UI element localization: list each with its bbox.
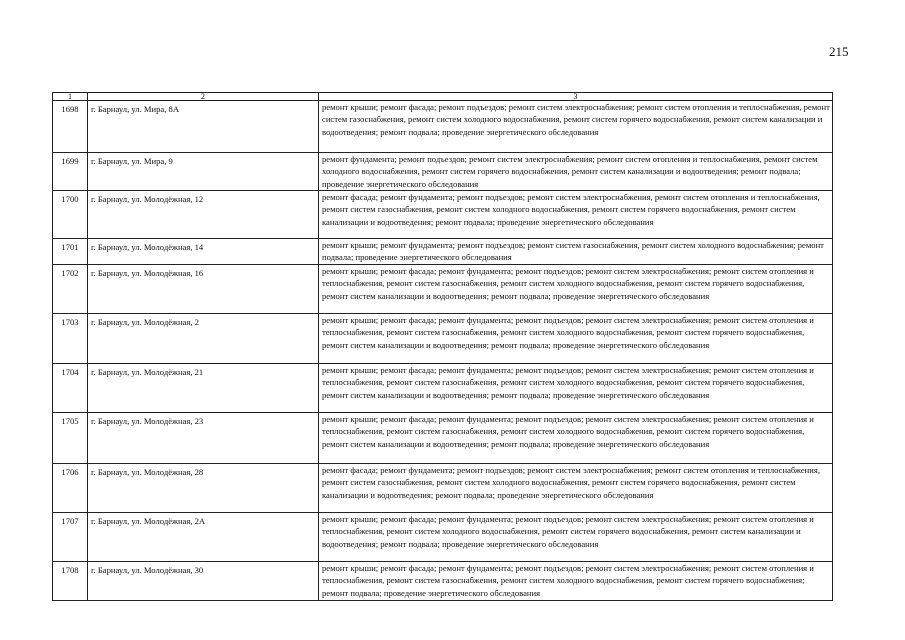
row-address: г. Барнаул, ул. Мира, 9 — [88, 153, 319, 191]
row-address: г. Барнаул, ул. Молодёжная, 2А — [88, 513, 319, 562]
row-address: г. Барнаул, ул. Молодёжная, 2 — [88, 314, 319, 364]
table-row — [53, 413, 833, 464]
row-works: ремонт крыши; ремонт фасада; ремонт фундамента; ремонт подъездов; ремонт систем электроснабжения; ремонт систем отопления и теплоснабжения, ремонт систем газоснабжения, ремонт систем холодного водоснабжения, ремонт систем горячего водоснабжения, ремонт систем канализации и водоотведения; ремонт подвала; проведение энергетического обследования — [319, 413, 833, 464]
row-number: 1700 — [53, 191, 88, 239]
row-number: 1705 — [53, 413, 88, 464]
row-works: ремонт фасада; ремонт фундамента; ремонт подъездов; ремонт систем электроснабжения; ремонт систем отопления и теплоснабжения, ремонт систем газоснабжения, ремонт систем холодного водоснабжения, ремонт систем горячего водоснабжения, ремонт систем канализации и водоотведения; ремонт подвала; проведение энергетического обследования — [319, 464, 833, 513]
table-row — [53, 153, 833, 191]
row-works: ремонт фундамента; ремонт подъездов; ремонт систем электроснабжения; ремонт систем отопления и теплоснабжения, ремонт систем холодного водоснабжения, ремонт систем горячего водоснабжения, ремонт систем канализации и водоотведения; ремонт подвала; проведение энергетического обследования — [319, 153, 833, 191]
table-row — [53, 265, 833, 314]
row-works: ремонт крыши; ремонт фасада; ремонт фундамента; ремонт подъездов; ремонт систем электроснабжения; ремонт систем отопления и теплоснабжения, ремонт систем газоснабжения, ремонт систем холодного водоснабжения, ремонт систем горячего водоснабжения, ремонт систем канализации и водоотведения; ремонт подвала; проведение энергетического обследования — [319, 314, 833, 364]
table-row — [53, 191, 833, 239]
header-row — [53, 93, 833, 101]
table-row — [53, 239, 833, 265]
repair-table — [52, 92, 833, 601]
table-row — [53, 464, 833, 513]
row-number: 1698 — [53, 101, 88, 153]
row-address: г. Барнаул, ул. Молодёжная, 28 — [88, 464, 319, 513]
row-works: ремонт крыши; ремонт фасада; ремонт фундамента; ремонт подъездов; ремонт систем электроснабжения; ремонт систем отопления и теплоснабжения, ремонт систем газоснабжения, ремонт систем холодного водоснабжения, ремонт систем горячего водоснабжения, ремонт систем канализации и водоотведения; ремонт подвала; проведение энергетического обследования — [319, 265, 833, 314]
row-number: 1704 — [53, 364, 88, 413]
row-address: г. Барнаул, ул. Молодёжная, 30 — [88, 562, 319, 601]
header-col-1: 1 — [53, 93, 88, 101]
row-address: г. Барнаул, ул. Молодёжная, 14 — [88, 239, 319, 265]
row-address: г. Барнаул, ул. Мира, 8А — [88, 101, 319, 153]
row-works: ремонт фасада; ремонт фундамента; ремонт подъездов; ремонт систем электроснабжения, ремонт систем отопления и теплоснабжения, ремонт систем газоснабжения, ремонт систем холодного водоснабжения, ремонт систем горячего водоснабжения, ремонт систем канализации и водоотведения; ремонт подвала; проведение энергетического обследования — [319, 191, 833, 239]
row-number: 1701 — [53, 239, 88, 265]
row-number: 1703 — [53, 314, 88, 364]
row-works: ремонт крыши; ремонт фасада; ремонт фундамента; ремонт подъездов; ремонт систем электроснабжения; ремонт систем отопления и теплоснабжения, ремонт систем газоснабжения, ремонт систем холодного водоснабжения, ремонт систем горячего водоснабжения; ремонт подвала; проведение энергетического обследования — [319, 562, 833, 601]
page-number: 215 — [829, 44, 849, 59]
row-number: 1708 — [53, 562, 88, 601]
row-address: г. Барнаул, ул. Молодёжная, 21 — [88, 364, 319, 413]
row-number: 1702 — [53, 265, 88, 314]
header-col-2: 2 — [88, 93, 319, 101]
row-address: г. Барнаул, ул. Молодёжная, 23 — [88, 413, 319, 464]
row-address: г. Барнаул, ул. Молодёжная, 12 — [88, 191, 319, 239]
row-number: 1699 — [53, 153, 88, 191]
row-works: ремонт крыши; ремонт фасада; ремонт фундамента; ремонт подъездов; ремонт систем электроснабжения; ремонт систем отопления и теплоснабжения, ремонт систем газоснабжения, ремонт систем холодного водоснабжения, ремонт систем горячего водоснабжения, ремонт систем канализации и водоотведения; ремонт подвала; проведение энергетического обследования — [319, 364, 833, 413]
row-number: 1706 — [53, 464, 88, 513]
row-number: 1707 — [53, 513, 88, 562]
table-row — [53, 101, 833, 153]
row-works: ремонт крыши; ремонт фасада; ремонт фундамента; ремонт подъездов; ремонт систем электроснабжения; ремонт систем отопления и теплоснабжения, ремонт систем холодного водоснабжения, ремонт систем горячего водоснабжения, ремонт систем канализации и водоотведения; ремонт подвала; проведение энергетического обследования — [319, 513, 833, 562]
table-row — [53, 364, 833, 413]
table-row — [53, 513, 833, 562]
row-works: ремонт крыши; ремонт фундамента; ремонт подъездов; ремонт систем газоснабжения, ремонт систем холодного водоснабжения; ремонт подвала; проведение энергетического обследования — [319, 239, 833, 265]
table-row — [53, 562, 833, 601]
row-address: г. Барнаул, ул. Молодёжная, 16 — [88, 265, 319, 314]
table-row — [53, 314, 833, 364]
header-col-3: 3 — [319, 93, 833, 101]
row-works: ремонт крыши; ремонт фасада; ремонт подъездов; ремонт систем электроснабжения; ремонт систем отопления и теплоснабжения, ремонт систем газоснабжения, ремонт систем холодного водоснабжения, ремонт систем горячего водоснабжения, ремонт систем канализации и водоотведения; ремонт подвала; проведение энергетического обследования — [319, 101, 833, 153]
